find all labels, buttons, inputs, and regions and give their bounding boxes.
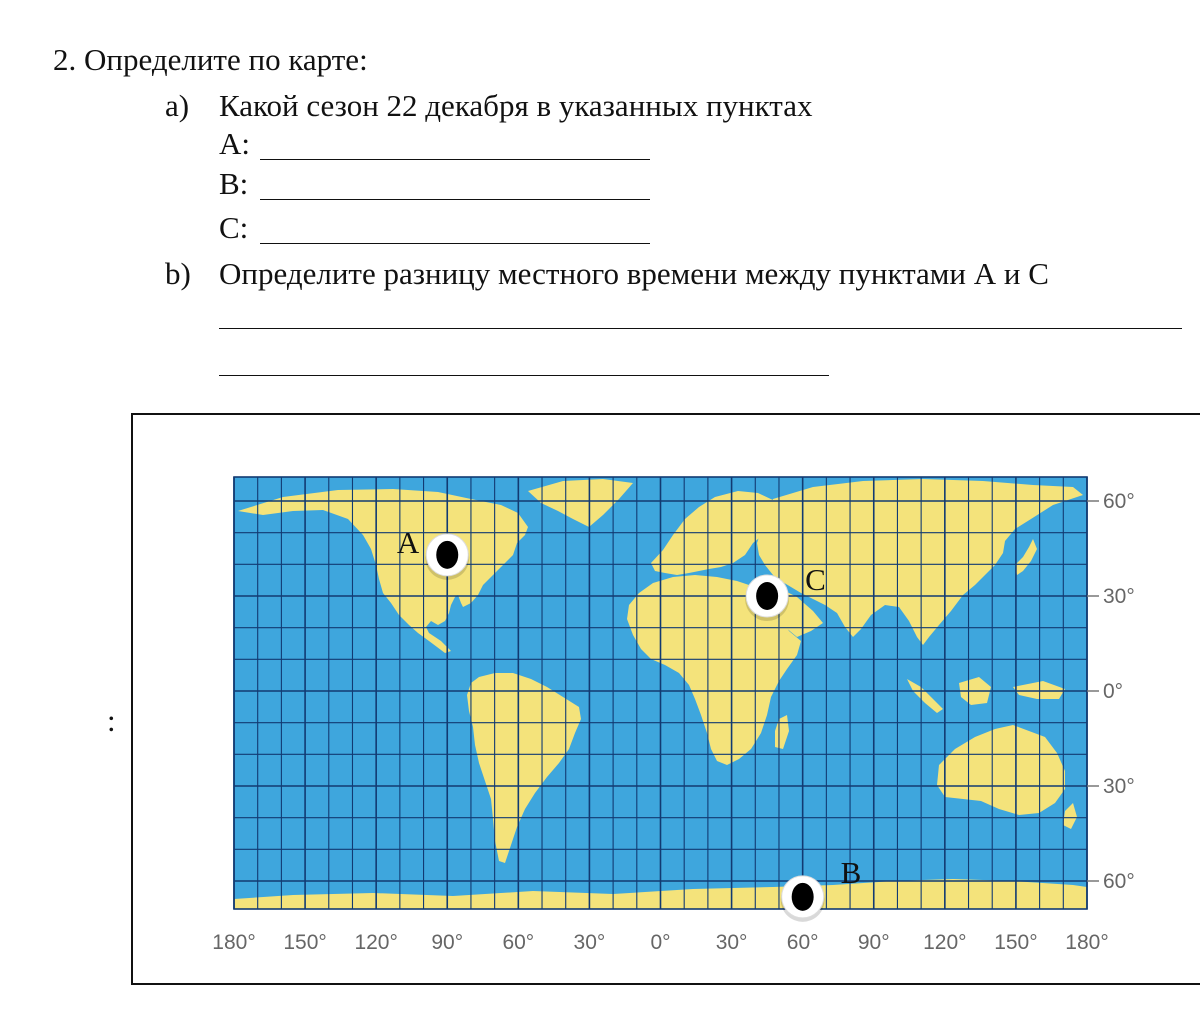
point-label: B bbox=[840, 854, 862, 890]
latitude-labels bbox=[1087, 490, 1135, 893]
part-b-marker: b) bbox=[165, 256, 191, 291]
point-label: C bbox=[805, 562, 826, 597]
latitude-label: 60° bbox=[1103, 870, 1135, 893]
part-b-answer-line-1[interactable] bbox=[219, 328, 1182, 329]
longitude-label: 60° bbox=[502, 931, 535, 954]
point-dot bbox=[756, 582, 778, 610]
longitude-label: 150° bbox=[283, 931, 327, 954]
longitude-label: 90° bbox=[431, 931, 464, 954]
latitude-label: 0° bbox=[1103, 680, 1124, 703]
longitude-label: 150° bbox=[994, 931, 1038, 954]
part-a-marker: a) bbox=[165, 88, 190, 123]
longitude-label: 90° bbox=[857, 931, 890, 954]
longitude-label: 180° bbox=[212, 931, 256, 954]
longitude-label: 180° bbox=[1065, 931, 1109, 954]
answer-b-label: В: bbox=[219, 166, 249, 201]
longitude-label: 30° bbox=[715, 931, 748, 954]
latitude-label: 60° bbox=[1103, 490, 1135, 513]
part-a-text: Какой сезон 22 декабря в указанных пунктах bbox=[219, 88, 813, 123]
longitude-label: 120° bbox=[923, 931, 967, 954]
longitude-label: 30° bbox=[573, 931, 606, 954]
longitude-label: 120° bbox=[354, 931, 398, 954]
map-frame bbox=[131, 413, 1200, 985]
latitude-label: 30° bbox=[1103, 775, 1135, 798]
answer-b-line[interactable] bbox=[260, 199, 650, 200]
answer-c-line[interactable] bbox=[260, 243, 650, 244]
longitude-labels bbox=[212, 931, 1108, 954]
point-dot bbox=[792, 883, 814, 911]
longitude-label: 60° bbox=[786, 931, 819, 954]
answer-a-label: А: bbox=[219, 126, 250, 161]
point-label: A bbox=[396, 524, 420, 560]
answer-a-line[interactable] bbox=[260, 159, 650, 160]
part-b-answer-line-2[interactable] bbox=[219, 375, 829, 376]
world-map bbox=[133, 415, 1200, 987]
point-dot bbox=[436, 541, 458, 569]
side-mark: : bbox=[107, 703, 116, 738]
part-b-text: Определите разницу местного времени между пунктами А и С bbox=[219, 256, 1049, 291]
latitude-label: 30° bbox=[1103, 585, 1135, 608]
longitude-label: 0° bbox=[650, 931, 671, 954]
answer-c-label: С: bbox=[219, 210, 249, 245]
question-title: 2. Определите по карте: bbox=[53, 42, 368, 77]
